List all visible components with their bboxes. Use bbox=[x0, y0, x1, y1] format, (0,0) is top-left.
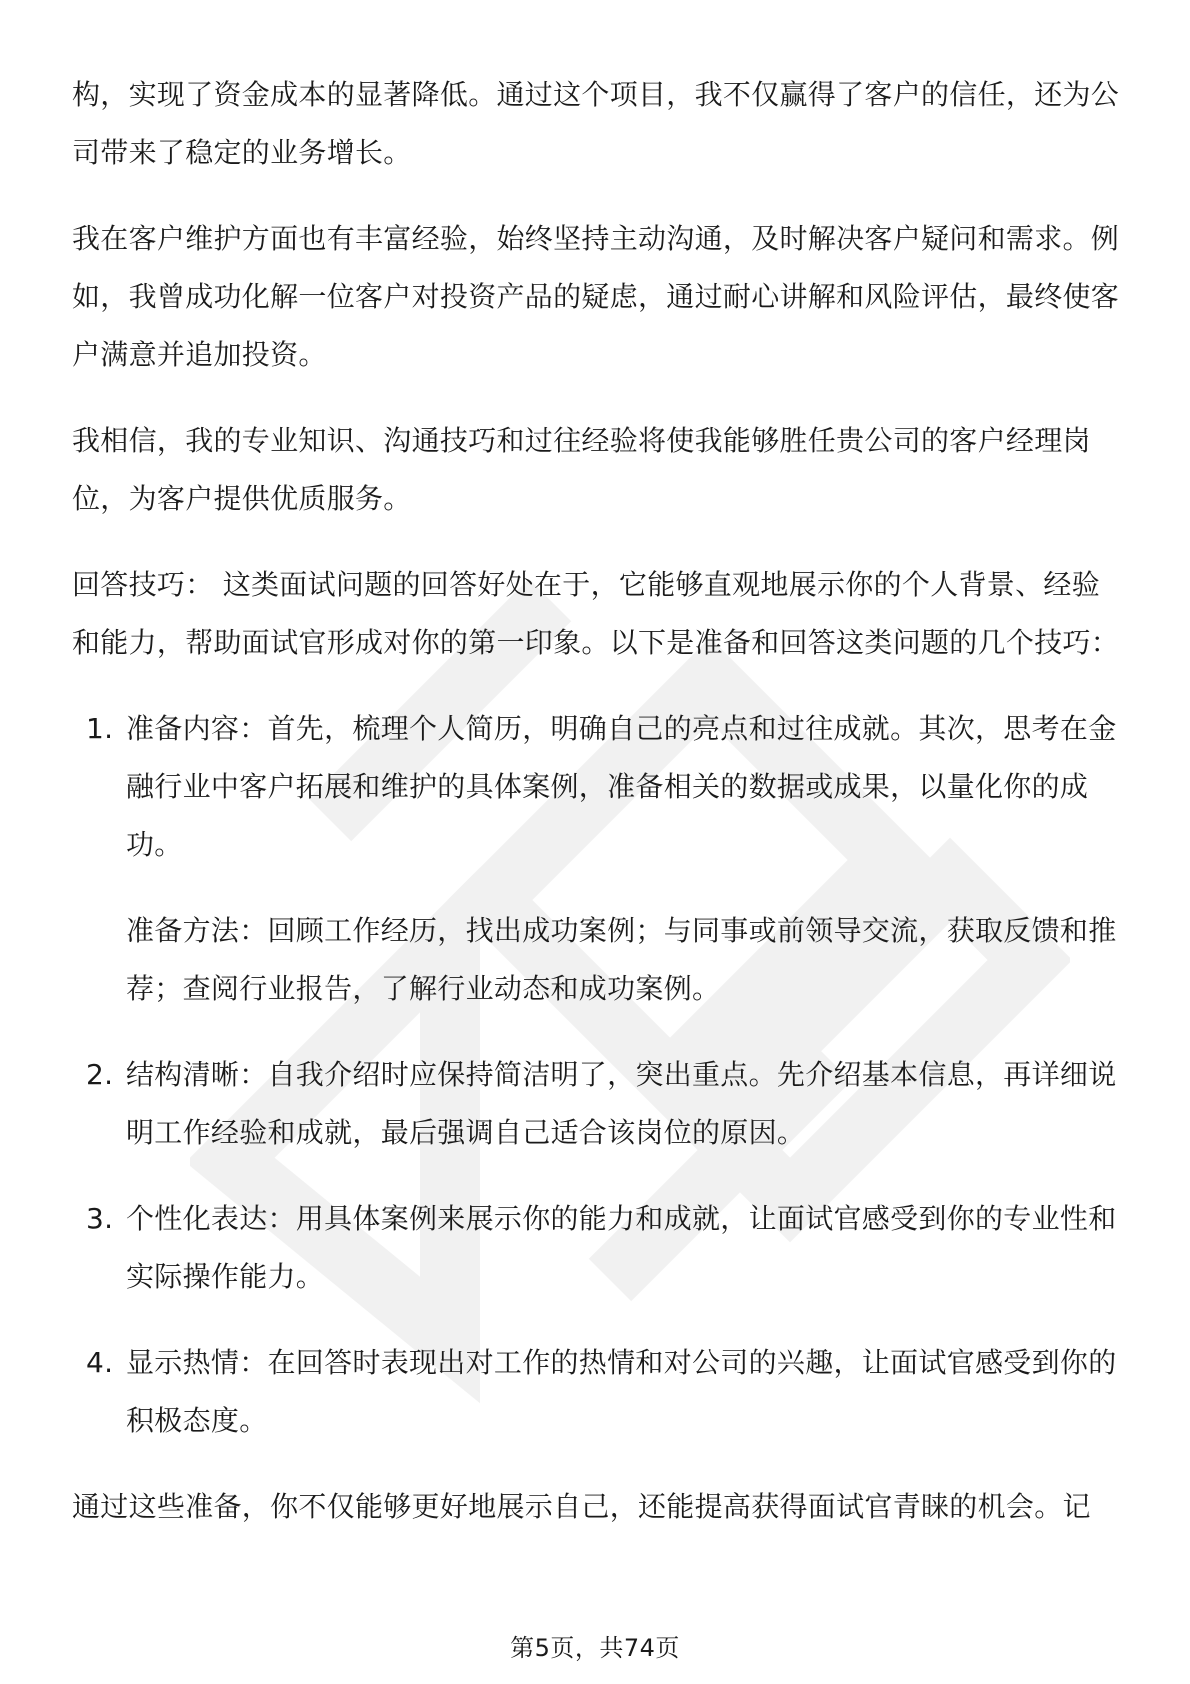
paragraph-client-maintenance: 我在客户维护方面也有丰富经验，始终坚持主动沟通，及时解决客户疑问和需求。例如，我曾成功化解一位客户对投资产品的疑虑，通过耐心讲解和风险评估，最终使客户满意并追加投资。 bbox=[72, 222, 1120, 371]
list-item bbox=[72, 1190, 1122, 1306]
list-item bbox=[72, 700, 1122, 1018]
list-item-subtext: 准备方法：回顾工作经历，找出成功案例；与同事或前领导交流，获取反馈和推荐；查阅行业报告，了解行业动态和成功案例。 bbox=[126, 914, 1117, 1005]
list-item-text: 个性化表达：用具体案例来展示你的能力和成就，让面试官感受到你的专业性和实际操作能力。 bbox=[126, 1202, 1117, 1293]
list-item-number: 2. bbox=[86, 1058, 114, 1091]
document-body bbox=[72, 66, 1122, 1564]
list-item-text: 准备内容：首先，梳理个人简历，明确自己的亮点和过往成就。其次，思考在金融行业中客户拓展和维护的具体案例，准备相关的数据或成果，以量化你的成功。 bbox=[126, 712, 1117, 861]
tips-list bbox=[72, 700, 1122, 1450]
page-number-footer: 第5页，共74页 bbox=[510, 1634, 680, 1662]
list-item bbox=[72, 1334, 1122, 1450]
list-item bbox=[72, 1046, 1122, 1162]
list-item-text: 结构清晰：自我介绍时应保持简洁明了，突出重点。先介绍基本信息，再详细说明工作经验和成就，最后强调自己适合该岗位的原因。 bbox=[126, 1058, 1117, 1149]
paragraph-self-confidence: 我相信，我的专业知识、沟通技巧和过往经验将使我能够胜任贵公司的客户经理岗位，为客户提供优质服务。 bbox=[72, 424, 1091, 515]
list-item-text: 显示热情：在回答时表现出对工作的热情和对公司的兴趣，让面试官感受到你的积极态度。 bbox=[126, 1346, 1117, 1437]
list-item-number: 1. bbox=[86, 712, 114, 745]
paragraph-answer-tips: 回答技巧： 这类面试问题的回答好处在于，它能够直观地展示你的个人背景、经验和能力，帮助面试官形成对你的第一印象。以下是准备和回答这类问题的几个技巧： bbox=[72, 568, 1120, 659]
list-item-number: 4. bbox=[86, 1346, 114, 1379]
list-item-number: 3. bbox=[86, 1202, 114, 1235]
paragraph-project-result: 构，实现了资金成本的显著降低。通过这个项目，我不仅赢得了客户的信任，还为公司带来了稳定的业务增长。 bbox=[72, 78, 1120, 169]
paragraph-closing: 通过这些准备，你不仅能够更好地展示自己，还能提高获得面试官青睐的机会。记 bbox=[72, 1490, 1091, 1523]
